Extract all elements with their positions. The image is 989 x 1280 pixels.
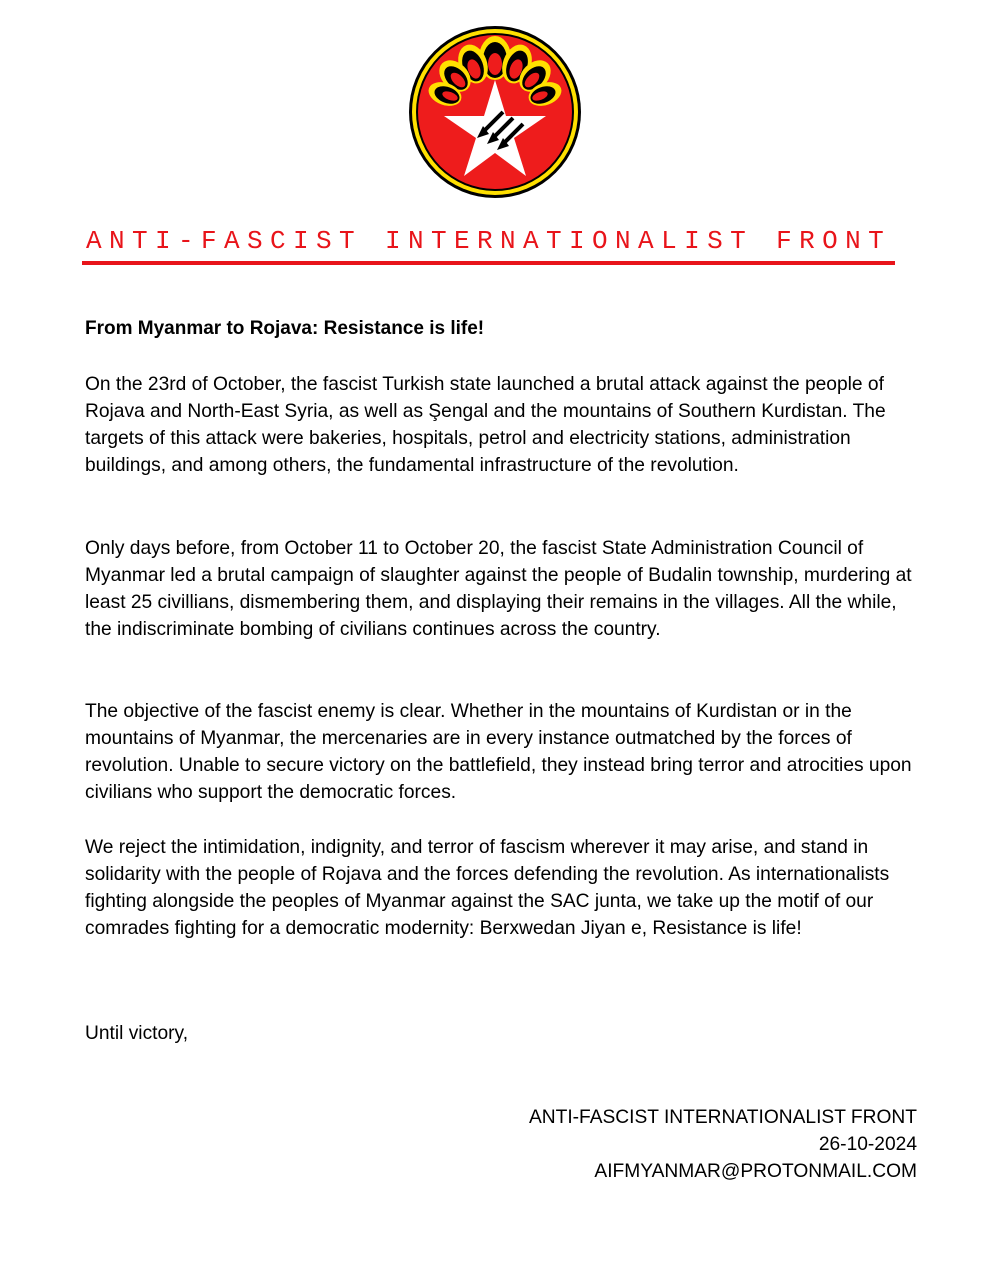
paragraph-2: Only days before, from October 11 to October 20, the fascist State Administration Council of Myanmar led a brutal campaign of slaughter against the people of Budalin township, murdering at least 25 civillians, dismembering them, and displaying their remains in the villages. All the while, the indiscriminate bombing of civilians continues across the country. bbox=[85, 538, 912, 640]
paragraph-4: We reject the intimidation, indignity, and terror of fascism wherever it may arise, and stand in solidarity with the people of Rojava and the forces defending the revolution. As internationalists fighting alongside the peoples of Myanmar against the SAC junta, we take up the motif of our comrades fighting for a democratic modernity: Berxwedan Jiyan e, Resistance is life! bbox=[85, 837, 890, 939]
signature-block bbox=[529, 1104, 917, 1185]
signature-date: 26-10-2024 bbox=[818, 1134, 917, 1155]
title-underline bbox=[82, 261, 895, 265]
organization-title: ANTI-FASCIST INTERNATIONALIST FRONT bbox=[86, 226, 892, 256]
signature-email: AIFMYANMAR@PROTONMAIL.COM bbox=[594, 1161, 917, 1182]
statement-heading: From Myanmar to Rojava: Resistance is life! bbox=[85, 318, 485, 339]
paragraph-3: The objective of the fascist enemy is clear. Whether in the mountains of Kurdistan or in the mountains of Myanmar, the mercenaries are in every instance outmatched by the forces of revolution. Unable to secure victory on the battlefield, they instead bring terror and atrocities upon civilians who support the democratic forces. bbox=[85, 701, 912, 803]
paragraph-1: On the 23rd of October, the fascist Turkish state launched a brutal attack against the people of Rojava and North-East Syria, as well as Şengal and the mountains of Southern Kurdistan. The targets of this attack were bakeries, hospitals, petrol and electricity stations, administration buildings, and among others, the fundamental infrastructure of the revolution. bbox=[85, 374, 886, 476]
star-lotus-emblem-icon bbox=[405, 24, 585, 200]
emblem-logo bbox=[405, 24, 585, 200]
closing-line: Until victory, bbox=[85, 1023, 189, 1044]
signature-organization: ANTI-FASCIST INTERNATIONALIST FRONT bbox=[528, 1107, 917, 1128]
